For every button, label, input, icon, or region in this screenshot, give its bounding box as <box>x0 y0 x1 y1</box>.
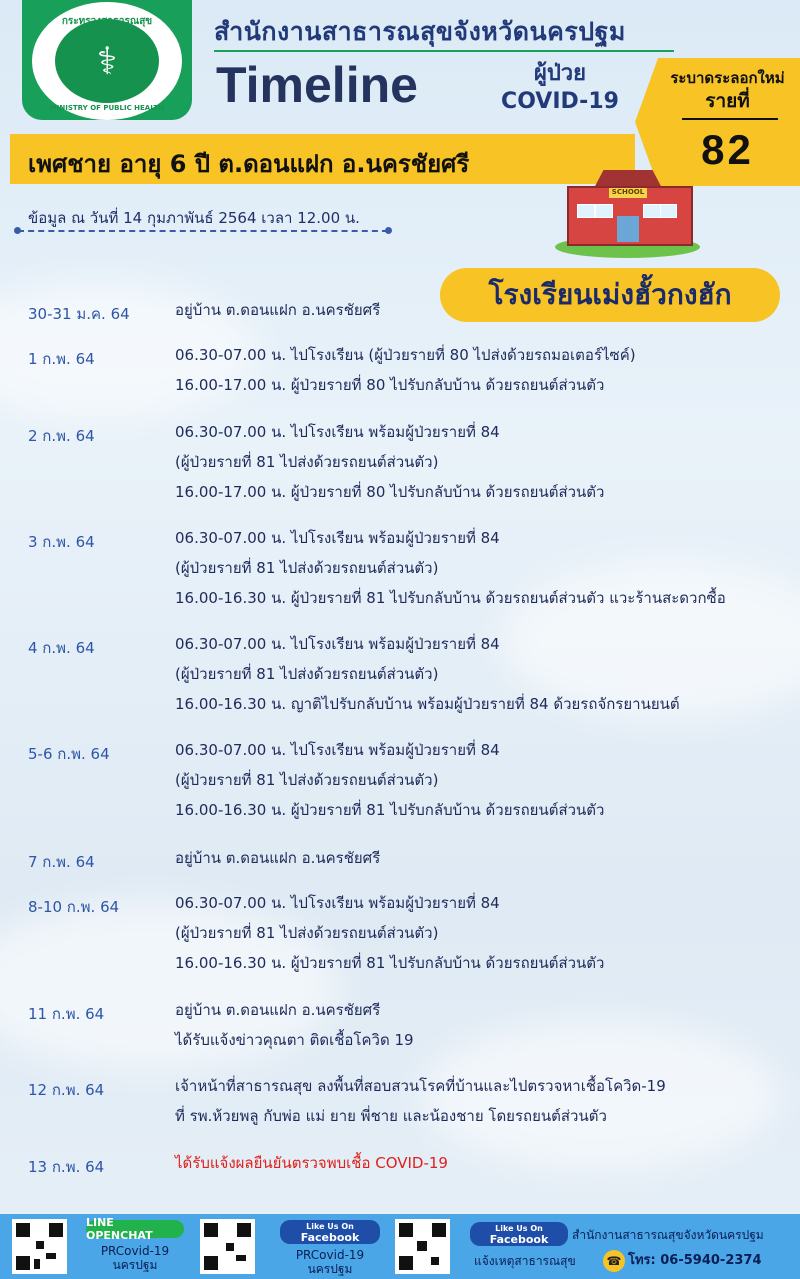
report-label: แจ้งเหตุสาธารณสุข <box>474 1254 576 1268</box>
timeline-line-highlight: ได้รับแจ้งผลยืนยันตรวจพบเชื้อ COVID-19 <box>175 1154 448 1172</box>
facebook-caption <box>280 1248 380 1276</box>
timeline-line: เจ้าหน้าที่สาธารณสุข ลงพื้นที่สอบสวนโรคที่บ้านและไปตรวจหาเชื้อโควิด-19 <box>175 1077 666 1095</box>
timeline-line: อยู่บ้าน ต.ดอนแฝก อ.นครชัยศรี <box>175 849 381 867</box>
line-caption <box>86 1244 184 1272</box>
footer-bar <box>0 1214 800 1279</box>
school-window <box>577 204 595 218</box>
facebook-badge[interactable] <box>280 1220 380 1244</box>
school-window <box>595 204 613 218</box>
timeline-line: ที่ รพ.ห้วยพลู กับพ่อ แม่ ยาย พี่ชาย และน้องชาย โดยรถยนต์ส่วนตัว <box>175 1107 607 1125</box>
timeline-date: 11 ก.พ. 64 <box>28 1005 105 1023</box>
timeline-line: 16.00-17.00 น. ผู้ป่วยรายที่ 80 ไปรับกลับบ้าน ด้วยรถยนต์ส่วนตัว <box>175 376 605 394</box>
timeline-line: (ผู้ป่วยรายที่ 81 ไปส่งด้วยรถยนต์ส่วนตัว) <box>175 771 439 789</box>
timeline-date: 1 ก.พ. 64 <box>28 350 95 368</box>
badge-case-number: 82 <box>701 126 754 173</box>
timeline-line: 16.00-17.00 น. ผู้ป่วยรายที่ 80 ไปรับกลับบ้าน ด้วยรถยนต์ส่วนตัว <box>175 483 605 501</box>
patient-info: เพศชาย อายุ 6 ปี ต.ดอนแฝก อ.นครชัยศรี <box>28 150 470 178</box>
timeline-lines <box>175 1155 795 1178</box>
timeline-line: 16.00-16.30 น. ผู้ป่วยรายที่ 81 ไปรับกลับบ้าน ด้วยรถยนต์ส่วนตัว <box>175 801 605 819</box>
timeline-line: 06.30-07.00 น. ไปโรงเรียน พร้อมผู้ป่วยรายที่ 84 <box>175 529 500 547</box>
timeline-line: (ผู้ป่วยรายที่ 81 ไปส่งด้วยรถยนต์ส่วนตัว) <box>175 665 439 683</box>
facebook-pill-bottom: Facebook <box>489 1233 549 1246</box>
timeline-date: 12 ก.พ. 64 <box>28 1081 105 1099</box>
timeline-lines <box>175 895 795 978</box>
timeline-line: (ผู้ป่วยรายที่ 81 ไปส่งด้วยรถยนต์ส่วนตัว) <box>175 453 439 471</box>
badge-case-label: รายที่ <box>705 90 750 112</box>
facebook-pill-bottom: Facebook <box>300 1231 360 1244</box>
office-title: สำนักงานสาธารณสุขจังหวัดนครปฐม <box>214 17 626 46</box>
date-underline <box>18 230 388 232</box>
page-title: Timeline <box>216 57 418 113</box>
timeline-lines <box>175 347 795 400</box>
timeline-line: อยู่บ้าน ต.ดอนแฝก อ.นครชัยศรี <box>175 1001 381 1019</box>
patient-info-bar <box>10 134 635 184</box>
timeline-lines <box>175 302 795 325</box>
phone-icon: ☎ <box>603 1250 625 1272</box>
facebook-pill-top: Like Us On <box>306 1222 354 1231</box>
timeline-lines <box>175 636 795 719</box>
facebook-caption-1: PRCovid-19 <box>295 1248 365 1262</box>
timeline-line: 06.30-07.00 น. ไปโรงเรียน พร้อมผู้ป่วยรายที่ 84 <box>175 635 500 653</box>
facebook-caption-2: นครปฐม <box>307 1262 353 1276</box>
timeline-line: 06.30-07.00 น. ไปโรงเรียน พร้อมผู้ป่วยรายที่ 84 <box>175 423 500 441</box>
school-window <box>643 204 661 218</box>
timeline-line: (ผู้ป่วยรายที่ 81 ไปส่งด้วยรถยนต์ส่วนตัว) <box>175 559 439 577</box>
logo-top-text: กระทรวงสาธารณสุข <box>61 16 153 27</box>
timeline-line: 06.30-07.00 น. ไปโรงเรียน พร้อมผู้ป่วยรายที่ 84 <box>175 894 500 912</box>
header-divider <box>214 50 674 52</box>
timeline-line: 16.00-16.30 น. ญาติไปรับกลับบ้าน พร้อมผู้ป่วยรายที่ 84 ด้วยรถจักรยานยนต์ <box>175 695 680 713</box>
school-name: โรงเรียนเม่งฮั้วกงฮัก <box>440 268 780 322</box>
line-caption-1: PRCovid-19 <box>100 1244 170 1258</box>
line-caption-2: นครปฐม <box>112 1258 158 1272</box>
ministry-logo <box>32 2 182 120</box>
office-footer-label: สำนักงานสาธารณสุขจังหวัดนครปฐม <box>572 1228 764 1242</box>
caduceus-icon: ⚕ <box>55 19 159 103</box>
line-openchat-badge[interactable] <box>86 1216 184 1242</box>
facebook-badge[interactable] <box>470 1222 568 1246</box>
timeline-lines <box>175 1002 795 1055</box>
timeline-date: 2 ก.พ. 64 <box>28 427 95 445</box>
timeline-lines <box>175 850 795 873</box>
logo-bottom-text: MINISTRY OF PUBLIC HEALTH <box>49 104 165 112</box>
line-pill-label: LINE OPENCHAT <box>86 1216 153 1242</box>
timeline-line: ได้รับแจ้งข่าวคุณตา ติดเชื้อโควิด 19 <box>175 1031 414 1049</box>
timeline-lines <box>175 530 795 613</box>
timeline-line: อยู่บ้าน ต.ดอนแฝก อ.นครชัยศรี <box>175 301 381 319</box>
qr-code-icon[interactable] <box>395 1219 450 1274</box>
school-illustration <box>555 168 700 258</box>
timeline-date: 3 ก.พ. 64 <box>28 533 95 551</box>
facebook-pill-top: Like Us On <box>495 1224 543 1233</box>
timeline-line: 16.00-16.30 น. ผู้ป่วยรายที่ 81 ไปรับกลับบ้าน ด้วยรถยนต์ส่วนตัว <box>175 954 605 972</box>
qr-code-icon[interactable] <box>12 1219 67 1274</box>
badge-wave-label: ระบาดระลอกใหม่ <box>670 69 785 87</box>
timeline-date: 4 ก.พ. 64 <box>28 639 95 657</box>
timeline-line: 06.30-07.00 น. ไปโรงเรียน พร้อมผู้ป่วยรายที่ 84 <box>175 741 500 759</box>
timeline-date: 13 ก.พ. 64 <box>28 1158 105 1176</box>
patient-label <box>500 60 620 116</box>
phone-number[interactable]: โทร: 06-5940-2374 <box>628 1253 762 1268</box>
timeline-date: 7 ก.พ. 64 <box>28 853 95 871</box>
timeline-lines <box>175 1078 795 1131</box>
timeline-date: 30-31 ม.ค. 64 <box>28 305 130 323</box>
timeline-lines <box>175 742 795 825</box>
data-date: ข้อมูล ณ วันที่ 14 กุมภาพันธ์ 2564 เวลา 12.00 น. <box>28 209 360 227</box>
school-sign: SCHOOL <box>609 188 647 198</box>
school-window <box>659 204 677 218</box>
timeline-line: (ผู้ป่วยรายที่ 81 ไปส่งด้วยรถยนต์ส่วนตัว) <box>175 924 439 942</box>
badge-divider <box>682 118 778 120</box>
school-door <box>617 216 639 242</box>
timeline-lines <box>175 424 795 507</box>
timeline-line: 16.00-16.30 น. ผู้ป่วยรายที่ 81 ไปรับกลับบ้าน ด้วยรถยนต์ส่วนตัว แวะร้านสะดวกซื้อ <box>175 589 726 607</box>
qr-code-icon[interactable] <box>200 1219 255 1274</box>
timeline-line: 06.30-07.00 น. ไปโรงเรียน (ผู้ป่วยรายที่ 80 ไปส่งด้วยรถมอเตอร์ไซค์) <box>175 346 636 364</box>
patient-label-thai: ผู้ป่วย <box>533 61 587 86</box>
patient-label-covid: COVID-19 <box>501 89 619 114</box>
timeline-date: 8-10 ก.พ. 64 <box>28 898 120 916</box>
timeline-date: 5-6 ก.พ. 64 <box>28 745 110 763</box>
